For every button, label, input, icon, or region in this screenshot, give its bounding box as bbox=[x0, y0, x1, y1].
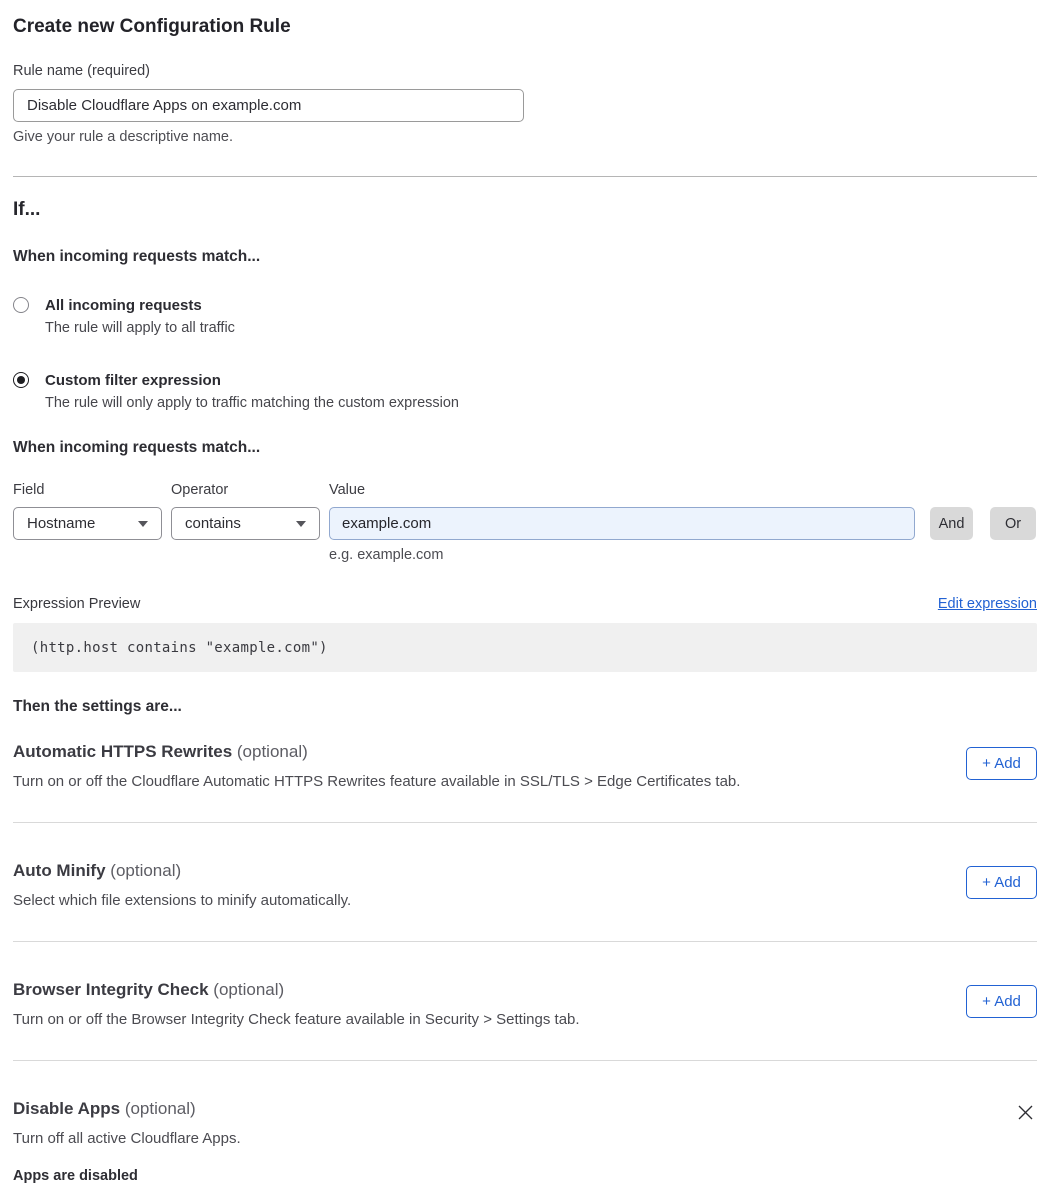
field-select-value: Hostname bbox=[27, 515, 96, 532]
radio-label: Custom filter expression bbox=[45, 372, 221, 389]
setting-row-disable-apps bbox=[13, 1061, 1037, 1186]
expression-preview-code: (http.host contains "example.com") bbox=[13, 623, 1037, 672]
setting-description: Turn on or off the Cloudflare Automatic HTTPS Rewrites feature available in SSL/TLS > Edge Certificates tab. bbox=[13, 773, 741, 790]
edit-expression-link[interactable]: Edit expression bbox=[937, 596, 1037, 612]
setting-title: Disable Apps bbox=[13, 1099, 121, 1118]
rule-name-input[interactable] bbox=[13, 89, 524, 122]
request-match-radio-group bbox=[13, 296, 1037, 413]
setting-optional-tag: (optional) bbox=[236, 742, 308, 761]
then-settings-heading: Then the settings are... bbox=[13, 698, 182, 715]
setting-title: Browser Integrity Check bbox=[13, 980, 209, 999]
rule-name-helper: Give your rule a descriptive name. bbox=[13, 129, 234, 145]
page-title: Create new Configuration Rule bbox=[13, 16, 291, 37]
setting-optional-tag: (optional) bbox=[213, 980, 285, 999]
section-divider bbox=[13, 176, 1037, 177]
radio-button-selected[interactable] bbox=[13, 372, 29, 388]
radio-label: All incoming requests bbox=[45, 297, 202, 314]
radio-description: The rule will only apply to traffic matching the custom expression bbox=[45, 395, 459, 411]
field-label: Field bbox=[13, 482, 45, 498]
value-helper: e.g. example.com bbox=[329, 547, 444, 563]
if-heading: If... bbox=[13, 199, 41, 220]
radio-description: The rule will apply to all traffic bbox=[45, 320, 235, 336]
value-label: Value bbox=[329, 482, 366, 498]
apps-disabled-status: Apps are disabled bbox=[13, 1168, 138, 1184]
operator-select-value: contains bbox=[185, 515, 241, 532]
setting-description: Turn on or off the Browser Integrity Check feature available in Security > Settings tab. bbox=[13, 1011, 580, 1028]
setting-row-auto-minify bbox=[13, 823, 1037, 942]
close-icon bbox=[1017, 1104, 1034, 1121]
expression-preview-label: Expression Preview bbox=[13, 596, 141, 612]
setting-optional-tag: (optional) bbox=[124, 1099, 196, 1118]
expression-builder-row bbox=[13, 481, 1037, 565]
incoming-requests-match-heading: When incoming requests match... bbox=[13, 248, 261, 265]
chevron-down-icon bbox=[296, 521, 306, 527]
operator-select[interactable] bbox=[171, 507, 320, 540]
radio-option-custom-filter-expression[interactable] bbox=[13, 371, 1037, 413]
or-button[interactable]: Or bbox=[990, 507, 1036, 540]
setting-title: Auto Minify bbox=[13, 861, 106, 880]
radio-option-all-incoming-requests[interactable] bbox=[13, 296, 1037, 338]
chevron-down-icon bbox=[138, 521, 148, 527]
operator-label: Operator bbox=[171, 482, 229, 498]
field-select[interactable] bbox=[13, 507, 162, 540]
remove-disable-apps-button[interactable] bbox=[1013, 1100, 1037, 1124]
setting-description: Turn off all active Cloudflare Apps. bbox=[13, 1130, 241, 1147]
add-auto-minify-button[interactable]: + Add bbox=[966, 866, 1037, 899]
and-button[interactable]: And bbox=[930, 507, 973, 540]
add-browser-integrity-check-button[interactable]: + Add bbox=[966, 985, 1037, 1018]
setting-row-browser-integrity-check bbox=[13, 942, 1037, 1061]
rule-name-label: Rule name (required) bbox=[13, 63, 151, 79]
expression-preview-header bbox=[13, 594, 1037, 614]
setting-optional-tag: (optional) bbox=[110, 861, 182, 880]
add-automatic-https-rewrites-button[interactable]: + Add bbox=[966, 747, 1037, 780]
radio-button-unselected[interactable] bbox=[13, 297, 29, 313]
setting-title: Automatic HTTPS Rewrites bbox=[13, 742, 233, 761]
setting-description: Select which file extensions to minify automatically. bbox=[13, 892, 352, 909]
setting-row-automatic-https-rewrites bbox=[13, 717, 1037, 823]
value-input[interactable] bbox=[329, 507, 915, 540]
expression-builder-heading: When incoming requests match... bbox=[13, 439, 261, 456]
